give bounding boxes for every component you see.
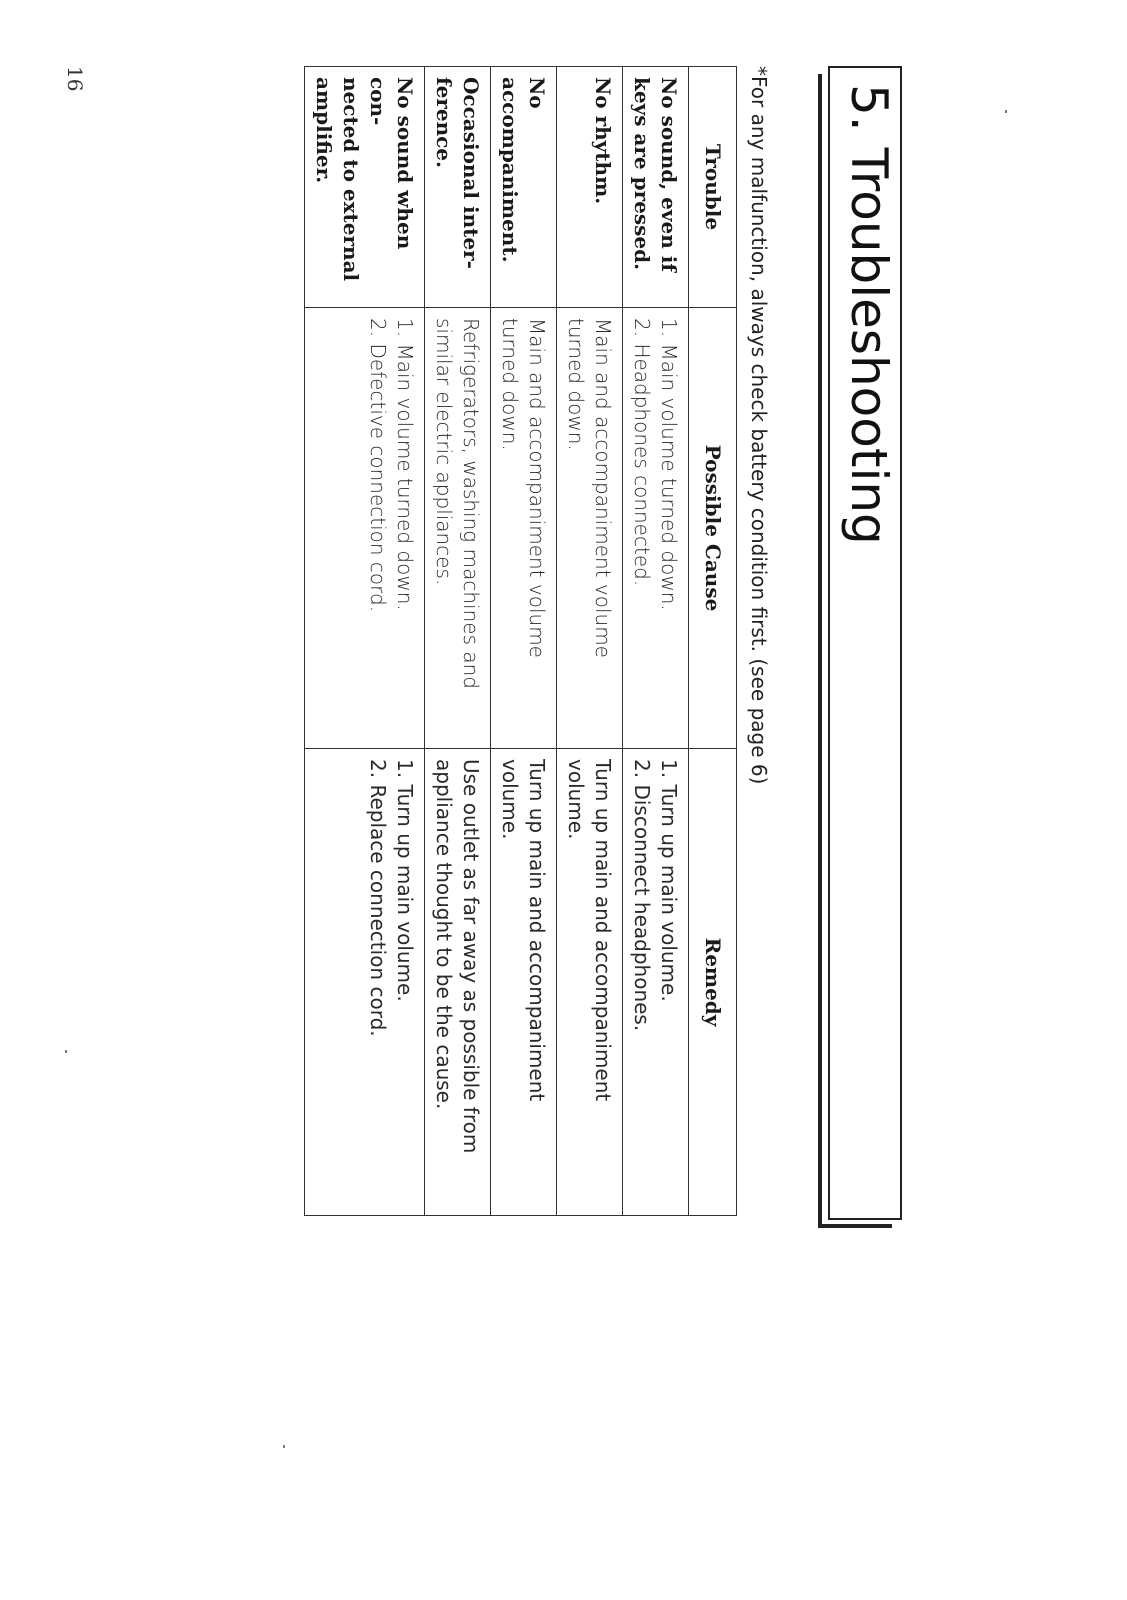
trouble-cell [425, 67, 491, 308]
trouble-line: nected to external [339, 77, 363, 282]
trouble-line: No rhythm. [591, 77, 615, 205]
remedy-cell [491, 749, 557, 1216]
cause-cell [491, 308, 557, 749]
remedy-line: 1. Turn up main volume. [393, 759, 417, 1002]
trouble-line: Occasional inter- [459, 77, 483, 269]
trouble-line: No sound when con- [366, 77, 417, 250]
trouble-line: No accompaniment. [498, 77, 549, 263]
remedy-line: Turn up main and accompaniment [591, 759, 615, 1102]
cause-line: turned down. [564, 318, 588, 451]
page-title: 5. Troubleshooting [840, 84, 898, 545]
cause-cell [425, 308, 491, 749]
remedy-line: 2. Replace connection cord. [366, 759, 390, 1037]
header-trouble: Trouble [689, 67, 737, 308]
cause-line: 1. Main volume turned down. [657, 318, 681, 611]
remedy-line: Turn up main and accompaniment [525, 759, 549, 1102]
remedy-line: volume. [564, 759, 588, 840]
header-remedy: Remedy [689, 749, 737, 1216]
remedy-cell [623, 749, 689, 1216]
remedy-line: appliance thought to be the cause. [432, 759, 456, 1110]
cause-line: similar electric appliances. [432, 318, 456, 586]
trouble-line: No sound, even if [657, 77, 681, 272]
cause-line: Refrigerators, washing machines and [459, 318, 483, 689]
remedy-line: volume. [498, 759, 522, 840]
table-row [425, 67, 491, 1216]
cause-line: 2. Headphones connected. [630, 318, 654, 587]
remedy-cell [305, 749, 425, 1216]
scan-speck [1005, 110, 1007, 113]
title-box [828, 66, 902, 1220]
trouble-cell [623, 67, 689, 308]
cause-line: 2. Defective connection cord. [366, 318, 390, 613]
cause-cell [557, 308, 623, 749]
cause-cell [305, 308, 425, 749]
cause-line: Main and accompaniment volume [591, 318, 615, 658]
troubleshooting-table [304, 66, 737, 1216]
remedy-line: 2. Disconnect headphones. [630, 759, 654, 1032]
table-row [305, 67, 425, 1216]
header-possible-cause: Possible Cause [689, 308, 737, 749]
trouble-cell [557, 67, 623, 308]
scan-speck [65, 1050, 67, 1053]
remedy-line: 1. Turn up main volume. [657, 759, 681, 1002]
table-row [557, 67, 623, 1216]
trouble-cell [305, 67, 425, 308]
table-row [491, 67, 557, 1216]
trouble-line: ference. [432, 77, 456, 168]
table-header-row [689, 67, 737, 1216]
page-number: 16 [63, 66, 87, 92]
battery-note: *For any malfunction, always check battery condition first. (see page 6) [747, 66, 771, 785]
cause-line: turned down. [498, 318, 522, 451]
trouble-cell [491, 67, 557, 308]
table-row [623, 67, 689, 1216]
remedy-line: Use outlet as far away as possible from [459, 759, 483, 1154]
cause-line: 1. Main volume turned down. [393, 318, 417, 611]
cause-line: Main and accompaniment volume [525, 318, 549, 658]
remedy-cell [557, 749, 623, 1216]
trouble-line: keys are pressed. [630, 77, 654, 271]
remedy-cell [425, 749, 491, 1216]
cause-cell [623, 308, 689, 749]
scan-speck [283, 1445, 285, 1448]
trouble-line: amplifier. [312, 77, 336, 184]
